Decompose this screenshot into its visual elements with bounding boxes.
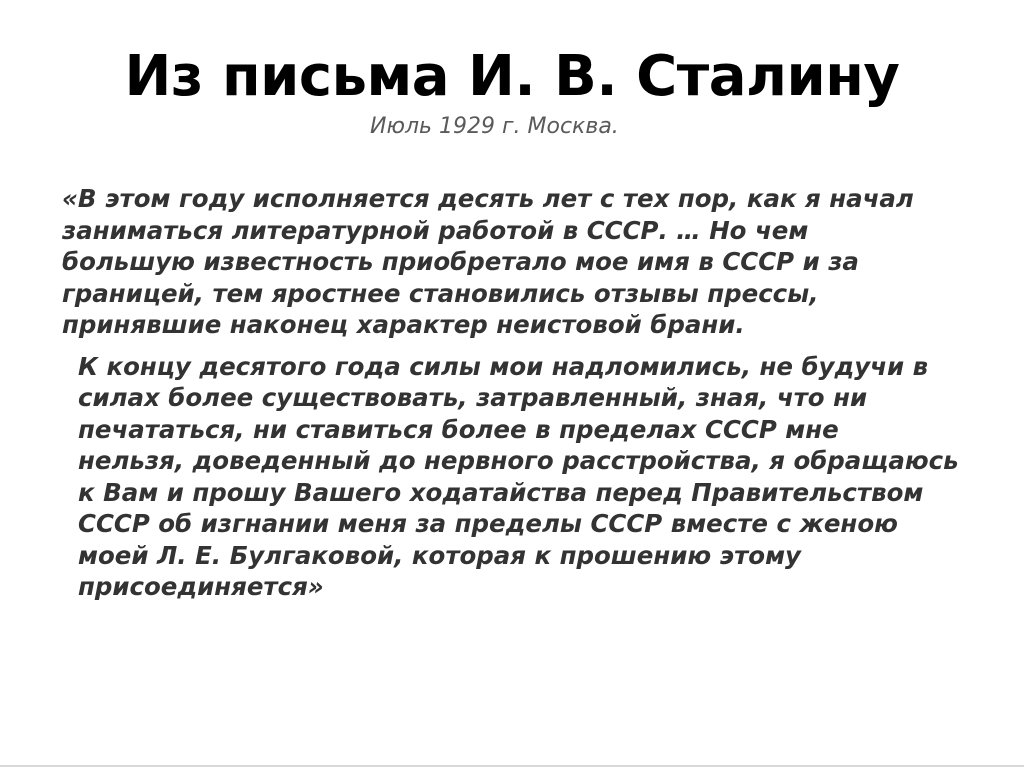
text-line: границей, тем яростнее становились отзывы прессы, bbox=[62, 278, 819, 308]
text-line: к Вам и прошу Вашего ходатайства перед Правительством bbox=[78, 477, 924, 507]
quote-paragraph-1 bbox=[62, 183, 1002, 341]
slide-title: Из письма И. В. Сталину bbox=[124, 44, 900, 109]
text-line: «В этом году исполняется десять лет с тех пор, как я начал bbox=[62, 184, 914, 213]
text-line: заниматься литературной работой в СССР. … Но чем bbox=[62, 215, 809, 245]
text-line: силах более существовать, затравленный, зная, что ни bbox=[78, 383, 868, 412]
text-line: печататься, ни ставиться более в пределах СССР мне bbox=[78, 414, 839, 444]
text-line: присоединяется» bbox=[78, 572, 324, 601]
text-line: моей Л. Е. Булгаковой, которая к прошению этому bbox=[78, 540, 801, 570]
text-line: принявшие наконец характер неистовой брани. bbox=[62, 310, 745, 339]
letter-quote bbox=[62, 183, 1002, 603]
text-line: нельзя, доведенный до нервного расстройства, я обращаюсь bbox=[78, 446, 959, 475]
slide-subtitle: Июль 1929 г. Москва. bbox=[370, 114, 619, 139]
text-line: СССР об изгнании меня за пределы СССР вместе с женою bbox=[78, 509, 898, 538]
quote-paragraph-2 bbox=[62, 351, 1002, 603]
text-line: К концу десятого года силы мои надломились, не будучи в bbox=[78, 351, 929, 381]
text-line: большую известность приобретало мое имя в СССР и за bbox=[62, 247, 859, 276]
